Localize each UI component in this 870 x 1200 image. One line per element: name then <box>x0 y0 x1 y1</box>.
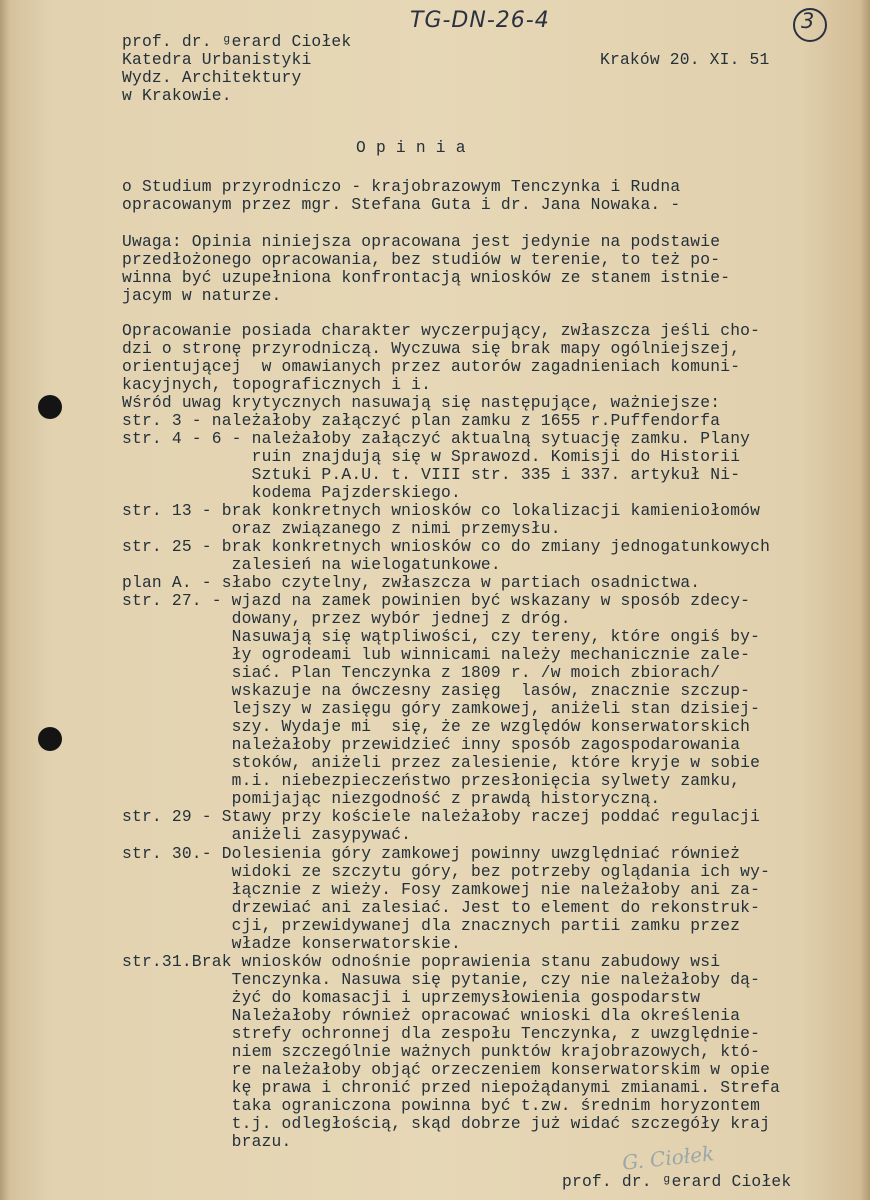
intro-line: dzi o stronę przyrodniczą. Wyczuwa się brak mapy ogólniejszej, <box>122 339 741 358</box>
sender-line: Wydz. Architektury <box>122 68 302 87</box>
remark-line: pomijając niezgodność z prawdą historyczną. <box>122 789 661 808</box>
intro-line: kacyjnych, topograficznych i i. <box>122 375 432 394</box>
left-page-edge <box>0 0 10 1200</box>
punch-hole-top <box>38 395 62 419</box>
remark-line: lejszy w zasięgu góry zamkowej, aniżeli stan dzisiej- <box>122 699 761 718</box>
intro-line: Wśród uwag krytycznych nasuwają się następujące, ważniejsze: <box>122 393 721 412</box>
remark-line: re należałoby objąć orzeczeniem konserwatorskim w opie <box>122 1060 771 1079</box>
remark-line: str. 4 - 6 - należałoby załączyć aktualną sytuację zamku. Plany <box>122 429 751 448</box>
remark-line: strefy ochronnej dla zespołu Tenczynka, z uwzględnie- <box>122 1024 761 1043</box>
note-line: jacym w naturze. <box>122 286 282 305</box>
right-page-edge <box>860 0 870 1200</box>
sender-line: w Krakowie. <box>122 86 232 105</box>
remark-line: str. 30.- Dolesienia góry zamkowej powinny uwzględniać również <box>122 844 741 863</box>
remark-line: władze konserwatorskie. <box>122 934 461 953</box>
subject-line: opracowanym przez mgr. Stefana Guta i dr. Jana Nowaka. - <box>122 195 681 214</box>
remark-line: łącznie z wieży. Fosy zamkowej nie należałoby ani za- <box>122 880 761 899</box>
remark-line: niem szczególnie ważnych punktów krajobrazowych, któ- <box>122 1042 761 1061</box>
remark-line: Nasuwają się wątpliwości, czy tereny, które ongiś by- <box>122 627 761 646</box>
remark-line: Sztuki P.A.U. t. VIII str. 335 i 337. artykuł Ni- <box>122 465 741 484</box>
remark-line: kodema Pajzderskiego. <box>122 483 461 502</box>
remark-line: plan A. - słabo czytelny, zwłaszcza w partiach osadnictwa. <box>122 573 701 592</box>
remark-line: str.31.Brak wniosków odnośnie poprawienia stanu zabudowy wsi <box>122 952 721 971</box>
remark-line: taka ograniczona powinna być t.zw. średnim horyzontem <box>122 1096 761 1115</box>
punch-hole-bottom <box>38 727 62 751</box>
remark-line: wskazuje na ówczesny zasięg lasów, znacznie szczup- <box>122 681 751 700</box>
place-date: Kraków 20. XI. 51 <box>600 50 770 69</box>
remark-line: ruin znajdują się w Sprawozd. Komisji do Historii <box>122 447 741 466</box>
remark-line: dowany, przez wybór jednej z dróg. <box>122 609 571 628</box>
remark-line: należałoby przewidzieć inny sposób zagospodarowania <box>122 735 741 754</box>
handwritten-signature: G. Ciołek <box>620 1141 716 1175</box>
document-title: O p i n i a <box>356 138 466 157</box>
signature-line: prof. dr. ᵍerard Ciołek <box>562 1172 792 1191</box>
note-line: winna być uzupełniona konfrontacją wniosków ze stanem istnie- <box>122 268 731 287</box>
note-line: przedłożonego opracowania, bez studiów w terenie, to też po- <box>122 250 721 269</box>
remark-line: zalesień na wielogatunkowe. <box>122 555 501 574</box>
remark-line: ły ogrodeami lub winnicami należy mechanicznie zale- <box>122 645 751 664</box>
remark-line: str. 13 - brak konkretnych wniosków co lokalizacji kamieniołomów <box>122 501 761 520</box>
subject-line: o Studium przyrodniczo - krajobrazowym Tenczynka i Rudna <box>122 177 681 196</box>
remark-line: kę prawa i chronić przed niepożądanymi zmianami. Strefa <box>122 1078 781 1097</box>
intro-line: Opracowanie posiada charakter wyczerpujący, zwłaszcza jeśli cho- <box>122 321 761 340</box>
remark-line: siać. Plan Tenczynka z 1809 r. /w moich zbiorach/ <box>122 663 721 682</box>
remark-line: brazu. <box>122 1132 292 1151</box>
remark-line: aniżeli zasypywać. <box>122 825 412 844</box>
remark-line: m.i. niebezpieczeństwo przesłonięcia sylwety zamku, <box>122 771 741 790</box>
remark-line: str. 29 - Stawy przy kościele należałoby raczej poddać regulacji <box>122 807 761 826</box>
sender-line: prof. dr. ᵍerard Ciołek <box>122 32 352 51</box>
remark-line: t.j. odległością, skąd dobrze już widać szczegóły kraj <box>122 1114 771 1133</box>
remark-line: cji, przewidywanej dla znacznych partii zamku przez <box>122 916 741 935</box>
page-number: 3 <box>801 9 816 33</box>
remark-line: Należałoby również opracować wnioski dla określenia <box>122 1006 741 1025</box>
remark-line: stoków, aniżeli przez zalesienie, które kryje w sobie <box>122 753 761 772</box>
remark-line: str. 27. - wjazd na zamek powinien być wskazany w sposób zdecy- <box>122 591 751 610</box>
remark-line: drzewiać ani zalesiać. Jest to element do rekonstruk- <box>122 898 761 917</box>
remark-line: str. 25 - brak konkretnych wniosków co do zmiany jednogatunkowych <box>122 537 771 556</box>
remark-line: szy. Wydaje mi się, że ze względów konserwatorskich <box>122 717 751 736</box>
remark-line: żyć do komasacji i uprzemysłowienia gospodarstw <box>122 988 701 1007</box>
sender-line: Katedra Urbanistyki <box>122 50 312 69</box>
archive-number: TG-DN-26-4 <box>410 8 550 33</box>
remark-line: oraz związanego z nimi przemysłu. <box>122 519 561 538</box>
remark-line: Tenczynka. Nasuwa się pytanie, czy nie należałoby dą- <box>122 970 761 989</box>
remark-line: widoki ze szczytu góry, bez potrzeby oglądania ich wy- <box>122 862 771 881</box>
remark-line: str. 3 - należałoby załączyć plan zamku z 1655 r.Puffendorfa <box>122 411 721 430</box>
note-line: Uwaga: Opinia niniejsza opracowana jest jedynie na podstawie <box>122 232 721 251</box>
intro-line: orientującej w omawianych przez autorów zagadnieniach komuni- <box>122 357 741 376</box>
